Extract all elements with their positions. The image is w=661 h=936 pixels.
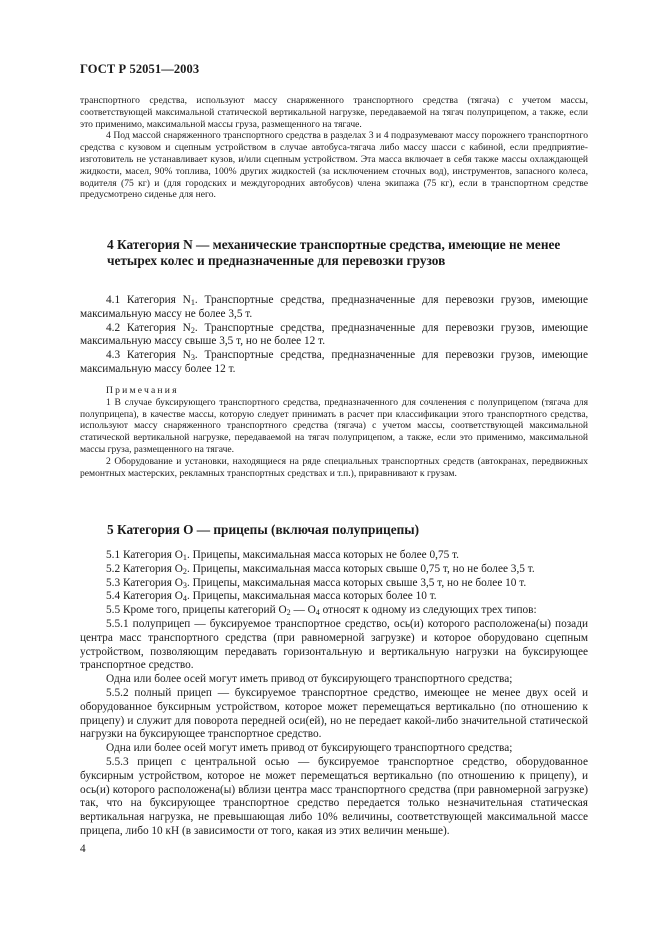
item-5-3-cat: 5.3 Категория O [106,576,183,589]
item-4-2-sub: 2 [190,325,195,335]
item-4-2-text: . Транспортные средства, предназначенные для перевозки грузов, имеющие максимальную массу свыше 3,5 т, но не более 12 т. [80,321,588,348]
section-4-items [80,294,588,377]
section-4-heading-line1: 4 Категория N — механические транспортные средства, имеющие не менее [107,237,561,252]
section-4-heading [107,237,597,269]
item-5-5-a: 5.5 Кроме того, прицепы категорий O [106,604,287,617]
item-4-1-sub: 1 [190,298,195,307]
item-5-5 [80,604,588,618]
section-5-body [80,549,588,839]
item-4-2-cat: 4.2 Категория N [106,321,191,334]
note-continuation: транспортного средства, используют массу снаряженного транспортного средства (тягача) с учетом массы, соответствующей максимальной статической вертикальной нагрузке, передаваемой на тягач полуприцепом, а также, если это применимо, максимальной массы груза, размещенного на тягаче. [80,95,588,130]
item-5-2-cat: 5.2 Категория O [106,562,183,575]
item-5-2-sub: 2 [182,566,187,576]
item-5-4-text: . Прицепы, максимальная масса которых более 10 т. [186,590,437,603]
page-number: 4 [80,843,86,855]
item-5-5-2-note: Одна или более осей могут иметь привод от буксирующего транспортного средства; [106,742,513,755]
item-4-3 [80,349,588,377]
item-5-5-1: 5.5.1 полуприцеп — буксируемое транспортное средство, ось(и) которого расположена(ы) позади центра масс транспортного средства (при равномерной загрузке) и которое оборудовано сцепным устройством, позволяющим передавать горизонтальную и вертикальную нагрузки на буксирующее транспортное средство. [80,617,588,672]
section-5-heading: 5 Категория O — прицепы (включая полуприцепы) [107,522,420,537]
item-5-5-sub2: 4 [315,608,320,618]
item-5-1-sub: 1 [182,553,187,562]
section-4-notes [80,385,588,479]
item-4-3-sub: 3 [190,353,195,363]
item-5-4 [80,590,588,604]
item-4-1-cat: 4.1 Категория N [106,294,191,306]
item-5-3-sub: 3 [182,580,187,590]
notes-heading: Примечания [106,385,179,396]
item-4-1 [80,294,588,322]
item-4-1-text: . Транспортные средства, предназначенные для перевозки грузов, имеющие максимальную массу не более 3,5 т. [80,294,588,320]
item-5-2-text: . Прицепы, максимальная масса которых свыше 0,75 т, но не более 3,5 т. [186,562,535,575]
note-4-2: 2 Оборудование и установки, находящиеся на ряде специальных транспортных средств (автокранах, передвижных ремонтных мастерских, рекламных транспортных средствах и т.п.), приравнивают к грузам. [80,455,588,479]
item-5-5-3: 5.5.3 прицеп с центральной осью — буксируемое транспортное средство, оборудованное буксирным устройством, которое не может перемещаться вертикально (по отношению к прицепу), и ось(и) которого расположена(ы) вблизи центра масс транспортного средства (при равномерной загрузке) так, что на буксирующее транспортное средство передается только незначительная статическая вертикальная нагрузка, не превышающая либо 10% величины, соответствующей максимальной массе прицепа, либо 10 кН (в зависимости от того, какая из этих величин меньше). [80,755,588,837]
item-4-3-text: . Транспортные средства, предназначенные для перевозки грузов, имеющие максимальную массу более 12 т. [80,349,588,375]
item-5-1 [80,549,588,563]
top-notes-block [80,95,588,201]
item-5-3-text: . Прицепы, максимальная масса которых свыше 3,5 т, но не более 10 т. [186,576,527,589]
item-5-4-cat: 5.4 Категория O [106,590,183,603]
note-4: 4 Под массой снаряженного транспортного средства в разделах 3 и 4 подразумевают массу порожнего транспортного средства с кузовом и сцепным устройством в случае автобуса-тягача либо массу шасси с кабиной, если предприятие-изготовитель не устанавливает кузов, и/или сцепным устройством. Эта масса включает в себя также массы охлаждающей жидкости, масел, 90% топлива, 100% других жидкостей (за исключением сточных вод), инструментов, запасного колеса, водителя (75 кг) и (для городских и междугородних автобусов) члена экипажа (75 кг), если в транспортном средстве предусмотрено сиденье для него. [80,130,588,201]
section-4-heading-line2: четырех колес и предназначенные для перевозки грузов [107,252,446,268]
item-5-5-b: — O [290,604,316,617]
item-5-5-sub1: 2 [286,608,291,618]
item-5-4-sub: 4 [182,594,187,604]
item-5-1-text: . Прицепы, максимальная масса которых не более 0,75 т. [186,549,459,561]
item-5-3 [80,577,588,591]
item-4-3-cat: 4.3 Категория N [106,349,191,362]
note-4-1: 1 В случае буксирующего транспортного средства, предназначенного для сочленения с полуприцепом (тягача для полуприцепа), в качестве массы, которую следует принимать в расчет при классификации этого транспортного средства, используют массу снаряженного транспортного средства (тягача) с учетом массы, соответствующей максимальной статической вертикальной нагрузке, передаваемой на тягач полуприцепом, а также, если это применимо, максимальной массы груза, размещенного на тягаче. [80,396,588,455]
item-5-5-c: относят к одному из следующих трех типов: [319,604,537,617]
item-5-5-1-note: Одна или более осей могут иметь привод от буксирующего транспортного средства; [106,673,513,686]
item-5-2 [80,563,588,577]
item-5-5-2: 5.5.2 полный прицеп — буксируемое транспортное средство, имеющее не менее двух осей и оборудованное буксирным устройством, которое может перемещаться вертикально (по отношению к прицепу) и служит для поворота передней оси(ей), но не передает какой-либо значительной статической нагрузки на буксирующее транспортное средство. [80,686,588,741]
item-5-1-cat: 5.1 Категория O [106,549,183,561]
item-4-2 [80,322,588,350]
document-header: ГОСТ Р 52051—2003 [80,62,200,76]
